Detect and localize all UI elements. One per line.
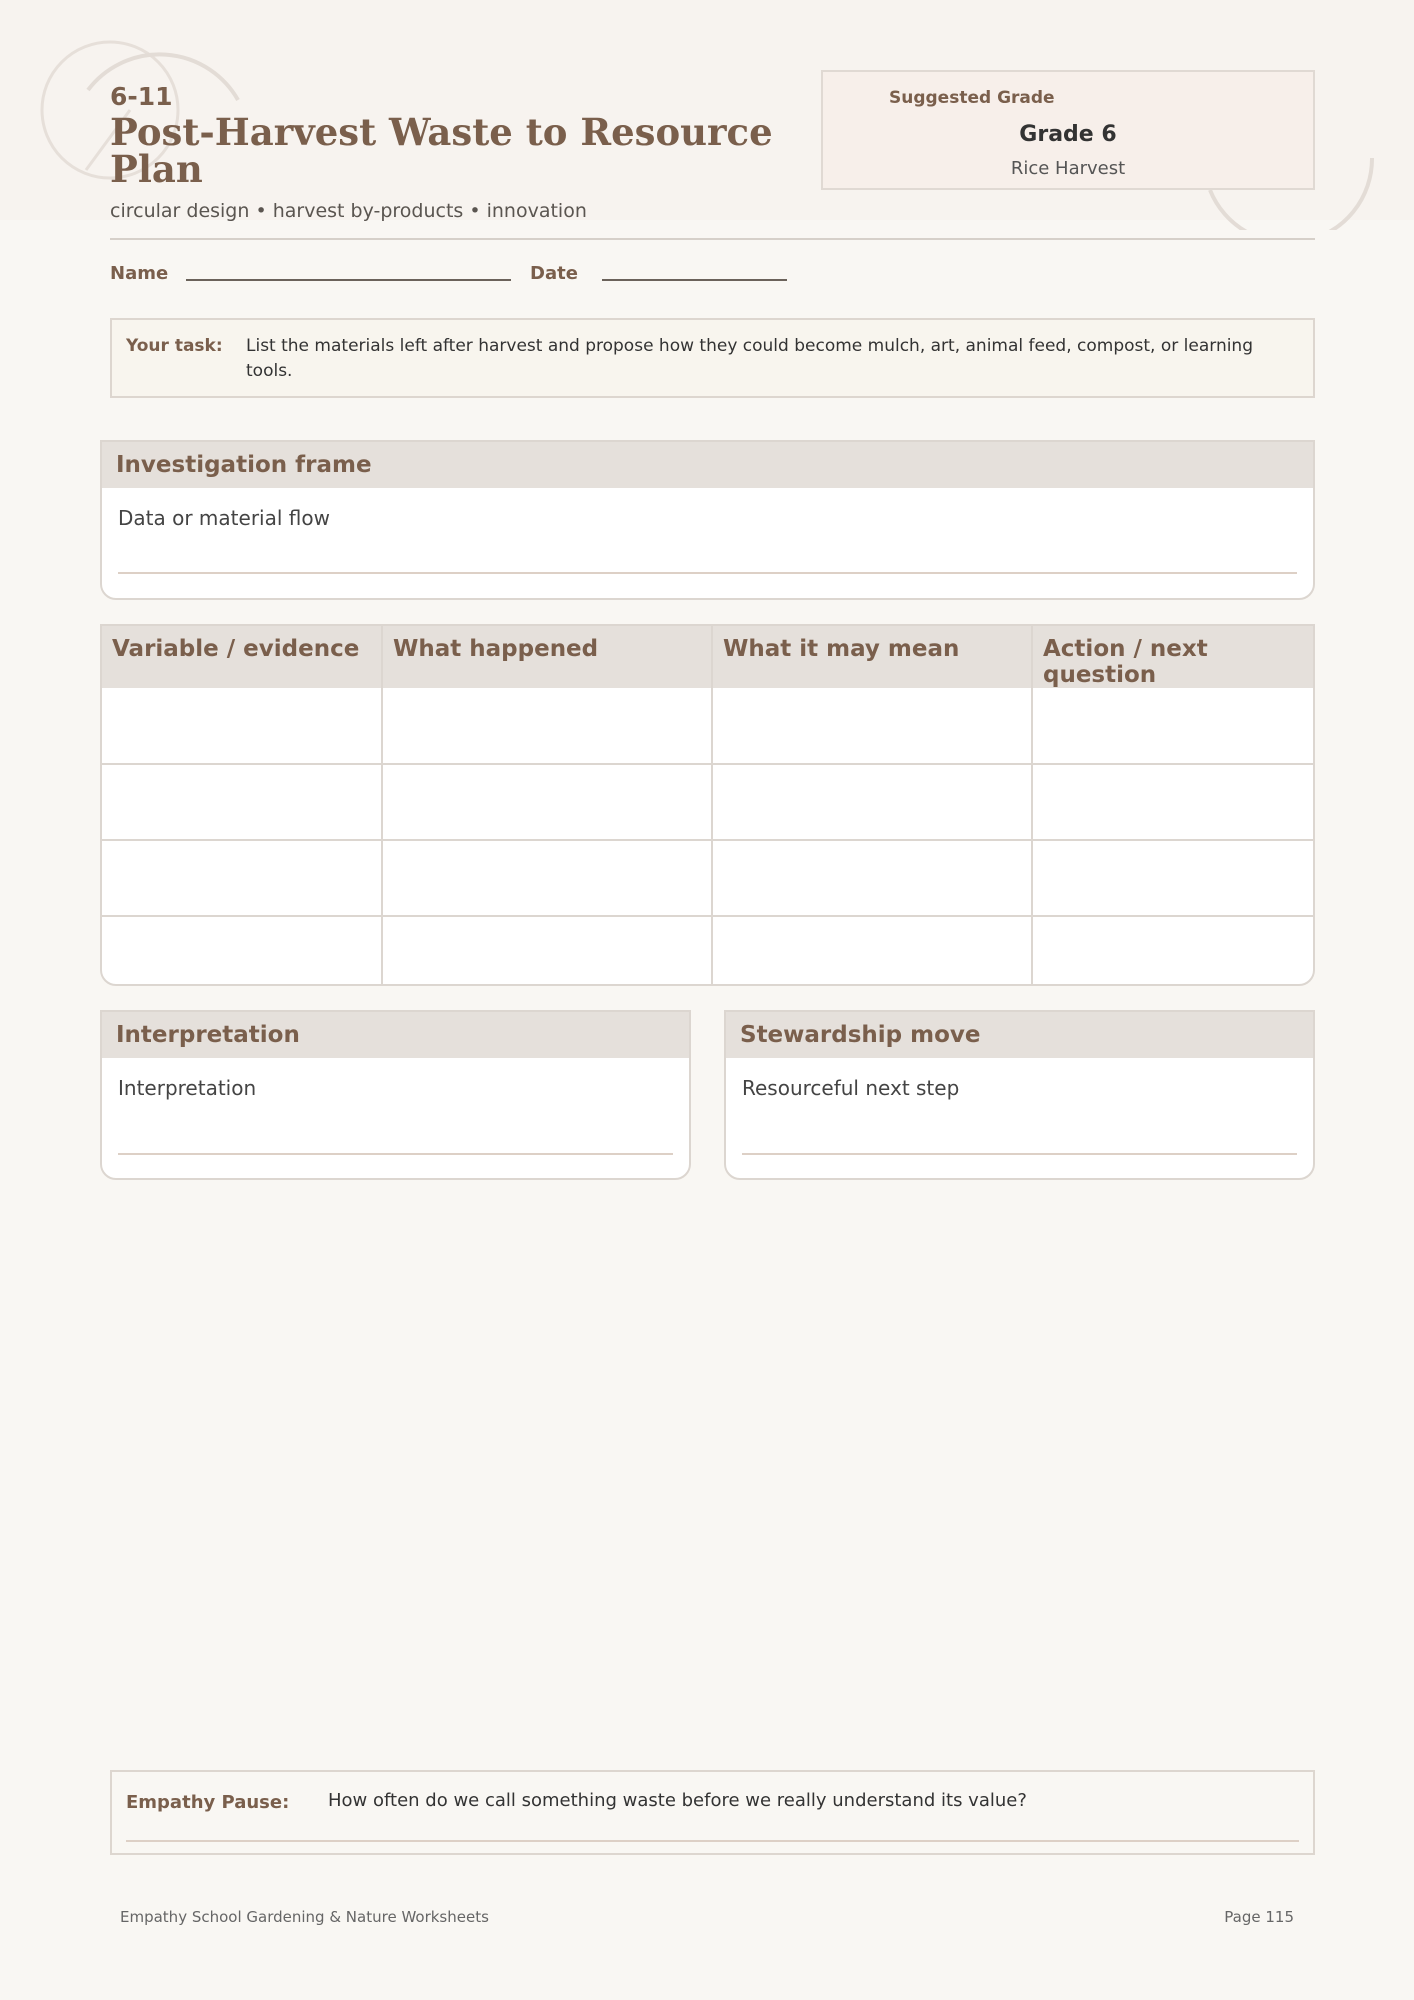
empathy-answer-line[interactable]	[126, 1840, 1299, 1842]
header-divider	[110, 238, 1315, 240]
interpretation-heading: Interpretation	[102, 1012, 689, 1058]
name-label: Name	[110, 263, 169, 284]
investigation-answer-line[interactable]	[118, 572, 1297, 574]
grade-value: Grade 6	[1019, 122, 1117, 147]
evidence-table	[100, 624, 1315, 986]
table-cell[interactable]	[1032, 764, 1313, 840]
page-number: Page 115	[1224, 1908, 1294, 1926]
table-cell[interactable]	[382, 916, 712, 986]
table-cell[interactable]	[102, 916, 382, 986]
worksheet-code: 6-11	[110, 82, 173, 111]
grade-label: Suggested Grade	[889, 88, 1055, 108]
date-field[interactable]	[602, 279, 787, 281]
investigation-heading: Investigation frame	[102, 442, 1313, 488]
name-field[interactable]	[186, 279, 511, 281]
page-subtitle: circular design • harvest by-products • innovation	[110, 200, 587, 222]
grade-box	[821, 70, 1315, 190]
table-cell[interactable]	[382, 840, 712, 916]
interpretation-answer-line[interactable]	[118, 1153, 673, 1155]
table-cell[interactable]	[712, 764, 1032, 840]
date-label: Date	[530, 263, 578, 284]
table-cell[interactable]	[712, 688, 1032, 764]
table-cell[interactable]	[1032, 688, 1313, 764]
stewardship-prompt: Resourceful next step	[742, 1076, 960, 1100]
table-cell[interactable]	[712, 916, 1032, 986]
stewardship-panel	[724, 1010, 1315, 1180]
investigation-prompt: Data or material flow	[118, 506, 330, 530]
page-title: Post-Harvest Waste to Resource Plan	[110, 110, 773, 191]
interpretation-panel	[100, 1010, 691, 1180]
stewardship-heading: Stewardship move	[726, 1012, 1313, 1058]
stewardship-answer-line[interactable]	[742, 1153, 1297, 1155]
empathy-pause-box	[110, 1770, 1315, 1855]
task-text: List the materials left after harvest and propose how they could become mulch, art, animal feed, compost, or learning tools.	[246, 336, 1254, 381]
table-row	[102, 916, 1313, 986]
grade-topic: Rice Harvest	[1010, 158, 1126, 179]
table-cell[interactable]	[1032, 916, 1313, 986]
table-row	[102, 688, 1313, 764]
column-header-action: Action / next question	[1032, 626, 1313, 688]
column-header-what-happened: What happened	[382, 626, 712, 688]
table-cell[interactable]	[382, 764, 712, 840]
task-box	[110, 318, 1315, 398]
empathy-label: Empathy Pause:	[126, 1792, 290, 1813]
footer-series-title: Empathy School Gardening & Nature Worksheets	[120, 1908, 489, 1926]
task-label: Your task:	[126, 336, 223, 356]
table-cell[interactable]	[102, 840, 382, 916]
table-cell[interactable]	[712, 840, 1032, 916]
empathy-question: How often do we call something waste before we really understand its value?	[328, 1790, 1027, 1811]
table-row	[102, 840, 1313, 916]
table-cell[interactable]	[1032, 840, 1313, 916]
table-row	[102, 764, 1313, 840]
table-cell[interactable]	[102, 688, 382, 764]
column-header-meaning: What it may mean	[712, 626, 1032, 688]
interpretation-prompt: Interpretation	[118, 1076, 257, 1100]
column-header-variable: Variable / evidence	[102, 626, 382, 688]
table-cell[interactable]	[382, 688, 712, 764]
investigation-panel	[100, 440, 1315, 600]
table-cell[interactable]	[102, 764, 382, 840]
